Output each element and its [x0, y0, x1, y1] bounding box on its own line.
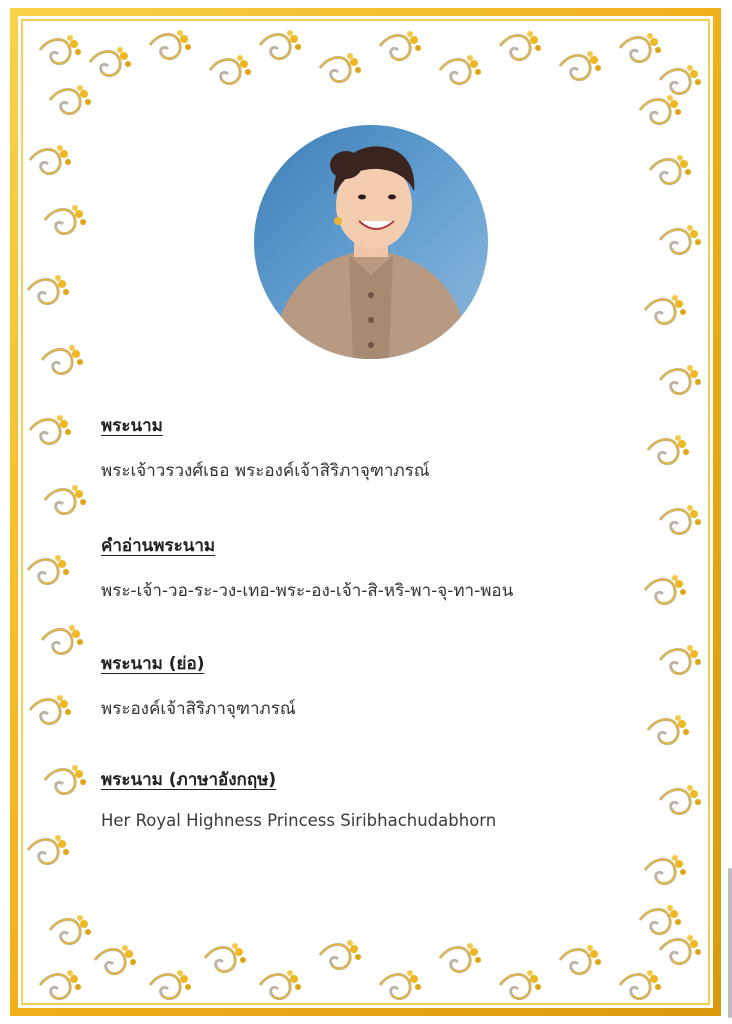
scrollbar[interactable]: [728, 868, 732, 1018]
section-english-name: [101, 766, 496, 830]
section-value: พระองค์เจ้าสิริภาจุฑาภรณ์: [101, 699, 296, 719]
section-value: พระเจ้าวรวงศ์เธอ พระองค์เจ้าสิริภาจุฑาภรณ์: [101, 461, 430, 481]
right-filigree: [645, 155, 701, 884]
section-value: Her Royal Highness Princess Siribhachudabhorn: [101, 811, 497, 830]
section-heading: พระนาม: [101, 416, 163, 436]
section-heading: พระนาม (ย่อ): [101, 654, 205, 674]
section-value: พระ-เจ้า-วอ-ระ-วง-เทอ-พระ-อง-เจ้า-สิ-หริ-พา-จุ-ทา-พอน: [101, 581, 514, 601]
bottom-filigree: [40, 905, 701, 999]
top-filigree: [40, 30, 701, 124]
section-pronunciation: [101, 532, 513, 604]
section-heading: พระนาม (ภาษาอังกฤษ): [101, 770, 277, 790]
section-name: [101, 412, 430, 484]
section-short-name: [101, 650, 296, 722]
left-filigree: [28, 145, 86, 864]
section-heading: คำอ่านพระนาม: [101, 536, 216, 556]
portrait-photo: [254, 125, 488, 359]
